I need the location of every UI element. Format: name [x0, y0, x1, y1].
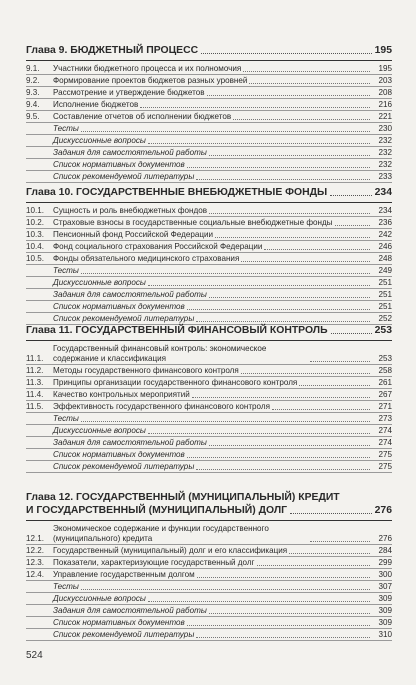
- section-page: 232: [378, 148, 392, 157]
- section-page: 271: [378, 402, 392, 411]
- toc-section-row: [26, 253, 392, 265]
- page-number: 524: [26, 650, 43, 661]
- section-page: 195: [378, 64, 392, 73]
- toc-chapter: [26, 324, 392, 473]
- leader-dots: [299, 385, 370, 386]
- section-title: Список рекомендуемой литературы: [53, 630, 195, 639]
- section-title: Тесты: [53, 266, 79, 275]
- leader-dots: [187, 457, 370, 458]
- section-page: 242: [378, 230, 392, 239]
- section-title: Задания для самостоятельной работы: [53, 148, 207, 157]
- section-number: 9.1.: [26, 64, 40, 73]
- chapter-page: 253: [374, 325, 392, 336]
- toc-extra-row: [26, 301, 392, 313]
- leader-dots: [330, 195, 371, 196]
- section-page: 252: [378, 314, 392, 323]
- section-title: Список нормативных документов: [53, 450, 185, 459]
- section-title: Экономическое содержание и функции государственного (муниципального) кредита: [53, 524, 269, 543]
- section-page: 253: [378, 354, 392, 363]
- chapter-title: Глава 9. БЮДЖЕТНЫЙ ПРОЦЕСС: [26, 45, 199, 56]
- section-page: 307: [378, 582, 392, 591]
- section-number: 12.1.: [26, 534, 45, 543]
- section-title: Дискуссионные вопросы: [53, 594, 146, 603]
- toc-section-row: [26, 111, 392, 123]
- section-title: Государственный финансовый контроль: экономическое содержание и классификация: [53, 344, 267, 363]
- toc-section-row: [26, 569, 392, 581]
- leader-dots: [148, 285, 370, 286]
- chapter-heading: [26, 44, 392, 61]
- chapter-heading: [26, 186, 392, 203]
- chapter-title-line1: Глава 12. ГОСУДАРСТВЕННЫЙ (МУНИЦИПАЛЬНЫЙ) КРЕДИТ: [26, 492, 340, 503]
- leader-dots: [290, 513, 372, 514]
- section-page: 275: [378, 450, 392, 459]
- section-title: Фонды обязательного медицинского страхования: [53, 254, 240, 263]
- leader-dots: [241, 261, 370, 262]
- section-number: 11.2.: [26, 366, 44, 375]
- section-number: 10.5.: [26, 254, 45, 263]
- section-page: 284: [378, 546, 392, 555]
- section-page: 221: [378, 112, 392, 121]
- leader-dots: [272, 409, 370, 410]
- toc-extra-row: [26, 605, 392, 617]
- toc-extra-row: [26, 123, 392, 135]
- section-page: 267: [378, 390, 392, 399]
- toc-section-row: [26, 229, 392, 241]
- toc-extra-row: [26, 159, 392, 171]
- section-page: 309: [378, 606, 392, 615]
- chapter-page: 234: [374, 187, 392, 198]
- leader-dots: [81, 589, 370, 590]
- toc-section-row: [26, 365, 392, 377]
- section-title: Рассмотрение и утверждение бюджетов: [53, 88, 205, 97]
- leader-dots: [289, 553, 370, 554]
- leader-dots: [209, 613, 370, 614]
- toc-section-row: [26, 401, 392, 413]
- chapter-entries: [26, 343, 392, 473]
- toc-extra-row: [26, 425, 392, 437]
- section-number: 12.2.: [26, 546, 45, 555]
- leader-dots: [81, 273, 370, 274]
- leader-dots: [196, 469, 370, 470]
- chapter-page: 276: [374, 505, 392, 516]
- toc-section-row: [26, 389, 392, 401]
- toc-extra-row: [26, 147, 392, 159]
- section-page: 274: [378, 438, 392, 447]
- toc-section-row: [26, 241, 392, 253]
- section-title: Список рекомендуемой литературы: [53, 172, 195, 181]
- chapter-title: Глава 10. ГОСУДАРСТВЕННЫЕ ВНЕБЮДЖЕТНЫЕ ФОНДЫ: [26, 187, 328, 198]
- leader-dots: [249, 83, 370, 84]
- leader-dots: [207, 95, 371, 96]
- toc-extra-row: [26, 277, 392, 289]
- toc-section-row: [26, 557, 392, 569]
- leader-dots: [264, 249, 370, 250]
- section-number: 12.3.: [26, 558, 45, 567]
- section-title: Государственный (муниципальный) долг и его классификация: [53, 546, 288, 555]
- toc-section-row: [26, 99, 392, 111]
- leader-dots: [187, 625, 370, 626]
- leader-dots: [209, 155, 370, 156]
- section-title: Список рекомендуемой литературы: [53, 314, 195, 323]
- toc-extra-row: [26, 289, 392, 301]
- section-number: 11.4.: [26, 390, 44, 399]
- section-title: Страховые взносы в государственные социальные внебюджетные фонды: [53, 218, 333, 227]
- leader-dots: [257, 565, 370, 566]
- leader-dots: [187, 309, 370, 310]
- chapter-entries: [26, 205, 392, 325]
- section-title: Исполнение бюджетов: [53, 100, 139, 109]
- section-title: Сущность и роль внебюджетных фондов: [53, 206, 208, 215]
- leader-dots: [215, 237, 370, 238]
- leader-dots: [310, 361, 370, 362]
- leader-dots: [243, 71, 370, 72]
- section-title: Тесты: [53, 582, 79, 591]
- section-page: 309: [378, 618, 392, 627]
- section-number: 10.3.: [26, 230, 45, 239]
- toc-section-row: [26, 75, 392, 87]
- toc-extra-row: [26, 449, 392, 461]
- section-title: Тесты: [53, 414, 79, 423]
- section-title: Участники бюджетного процесса и их полномочия: [53, 64, 242, 73]
- chapter-heading: [26, 504, 392, 521]
- section-page: 203: [378, 76, 392, 85]
- toc-chapter: [26, 44, 392, 183]
- section-page: 273: [378, 414, 392, 423]
- leader-dots: [148, 433, 370, 434]
- chapter-title: И ГОСУДАРСТВЕННЫЙ (МУНИЦИПАЛЬНЫЙ) ДОЛГ: [26, 505, 287, 516]
- section-page: 246: [378, 242, 392, 251]
- section-title: Дискуссионные вопросы: [53, 136, 146, 145]
- section-number: 10.2.: [26, 218, 45, 227]
- leader-dots: [192, 397, 370, 398]
- section-title: Список нормативных документов: [53, 302, 185, 311]
- section-title: Формирование проектов бюджетов разных уровней: [53, 76, 248, 85]
- section-page: 310: [378, 630, 392, 639]
- section-number: 9.4.: [26, 100, 40, 109]
- section-number: 9.2.: [26, 76, 40, 85]
- section-page: 251: [378, 290, 392, 299]
- toc-chapter: [26, 491, 392, 641]
- section-number: 11.1.: [26, 354, 44, 363]
- toc-section-row: [26, 63, 392, 75]
- leader-dots: [140, 107, 370, 108]
- section-title: Составление отчетов об исполнении бюджетов: [53, 112, 232, 121]
- leader-dots: [201, 53, 372, 54]
- section-page: 309: [378, 594, 392, 603]
- section-number: 9.3.: [26, 88, 40, 97]
- section-page: 251: [378, 278, 392, 287]
- section-number: 10.4.: [26, 242, 45, 251]
- toc-extra-row: [26, 413, 392, 425]
- leader-dots: [187, 167, 370, 168]
- chapter-heading: [26, 324, 392, 341]
- section-page: 208: [378, 88, 392, 97]
- toc-extra-row: [26, 629, 392, 641]
- toc-extra-row: [26, 265, 392, 277]
- section-title: Показатели, характеризующие государственный долг: [53, 558, 255, 567]
- section-page: 216: [378, 100, 392, 109]
- toc-extra-row: [26, 135, 392, 147]
- leader-dots: [331, 333, 372, 334]
- section-number: 10.1.: [26, 206, 45, 215]
- section-page: 274: [378, 426, 392, 435]
- section-title: Принципы организации государственного финансового контроля: [53, 378, 298, 387]
- section-title: Список рекомендуемой литературы: [53, 462, 195, 471]
- toc-section-row: [26, 377, 392, 389]
- section-title: Список нормативных документов: [53, 160, 185, 169]
- section-page: 261: [378, 378, 392, 387]
- leader-dots: [81, 421, 370, 422]
- leader-dots: [196, 321, 370, 322]
- section-page: 276: [378, 534, 392, 543]
- section-page: 233: [378, 172, 392, 181]
- toc-extra-row: [26, 617, 392, 629]
- section-page: 300: [378, 570, 392, 579]
- leader-dots: [209, 213, 370, 214]
- section-page: 232: [378, 136, 392, 145]
- leader-dots: [196, 637, 370, 638]
- leader-dots: [310, 541, 370, 542]
- section-title: Задания для самостоятельной работы: [53, 290, 207, 299]
- section-title: Тесты: [53, 124, 79, 133]
- section-page: 230: [378, 124, 392, 133]
- section-page: 236: [378, 218, 392, 227]
- section-page: 299: [378, 558, 392, 567]
- section-title: Задания для самостоятельной работы: [53, 438, 207, 447]
- toc-extra-row: [26, 581, 392, 593]
- toc-section-row: [26, 205, 392, 217]
- toc-section-row: [26, 217, 392, 229]
- section-page: 258: [378, 366, 392, 375]
- section-number: 12.4.: [26, 570, 45, 579]
- toc-extra-row: [26, 171, 392, 183]
- leader-dots: [81, 131, 370, 132]
- leader-dots: [209, 445, 370, 446]
- section-page: 234: [378, 206, 392, 215]
- chapter-entries: [26, 63, 392, 183]
- section-page: 232: [378, 160, 392, 169]
- section-number: 11.3.: [26, 378, 44, 387]
- chapter-entries: [26, 523, 392, 641]
- section-title: Список нормативных документов: [53, 618, 185, 627]
- toc-chapter: [26, 186, 392, 325]
- toc-section-row: [26, 545, 392, 557]
- leader-dots: [233, 119, 370, 120]
- section-number: 9.5.: [26, 112, 40, 121]
- section-title: Задания для самостоятельной работы: [53, 606, 207, 615]
- section-title: Методы государственного финансового контроля: [53, 366, 239, 375]
- section-page: 248: [378, 254, 392, 263]
- section-title: Качество контрольных мероприятий: [53, 390, 190, 399]
- toc-section-row: [26, 87, 392, 99]
- leader-dots: [197, 577, 370, 578]
- leader-dots: [148, 601, 370, 602]
- chapter-page: 195: [374, 45, 392, 56]
- section-title: Пенсионный фонд Российской Федерации: [53, 230, 213, 239]
- section-number: 11.5.: [26, 402, 44, 411]
- section-title: Дискуссионные вопросы: [53, 278, 146, 287]
- leader-dots: [241, 373, 370, 374]
- leader-dots: [209, 297, 370, 298]
- toc-section-row: [26, 343, 392, 365]
- toc-extra-row: [26, 437, 392, 449]
- section-page: 251: [378, 302, 392, 311]
- leader-dots: [148, 143, 370, 144]
- section-title: Дискуссионные вопросы: [53, 426, 146, 435]
- leader-dots: [335, 225, 371, 226]
- section-title: Фонд социального страхования Российской Федерации: [53, 242, 263, 251]
- section-title: Управление государственным долгом: [53, 570, 195, 579]
- toc-extra-row: [26, 593, 392, 605]
- toc-extra-row: [26, 461, 392, 473]
- section-page: 249: [378, 266, 392, 275]
- toc-section-row: [26, 523, 392, 545]
- leader-dots: [196, 179, 370, 180]
- chapter-title: Глава 11. ГОСУДАРСТВЕННЫЙ ФИНАНСОВЫЙ КОНТРОЛЬ: [26, 325, 328, 336]
- section-title: Эффективность государственного финансового контроля: [53, 402, 270, 411]
- section-page: 275: [378, 462, 392, 471]
